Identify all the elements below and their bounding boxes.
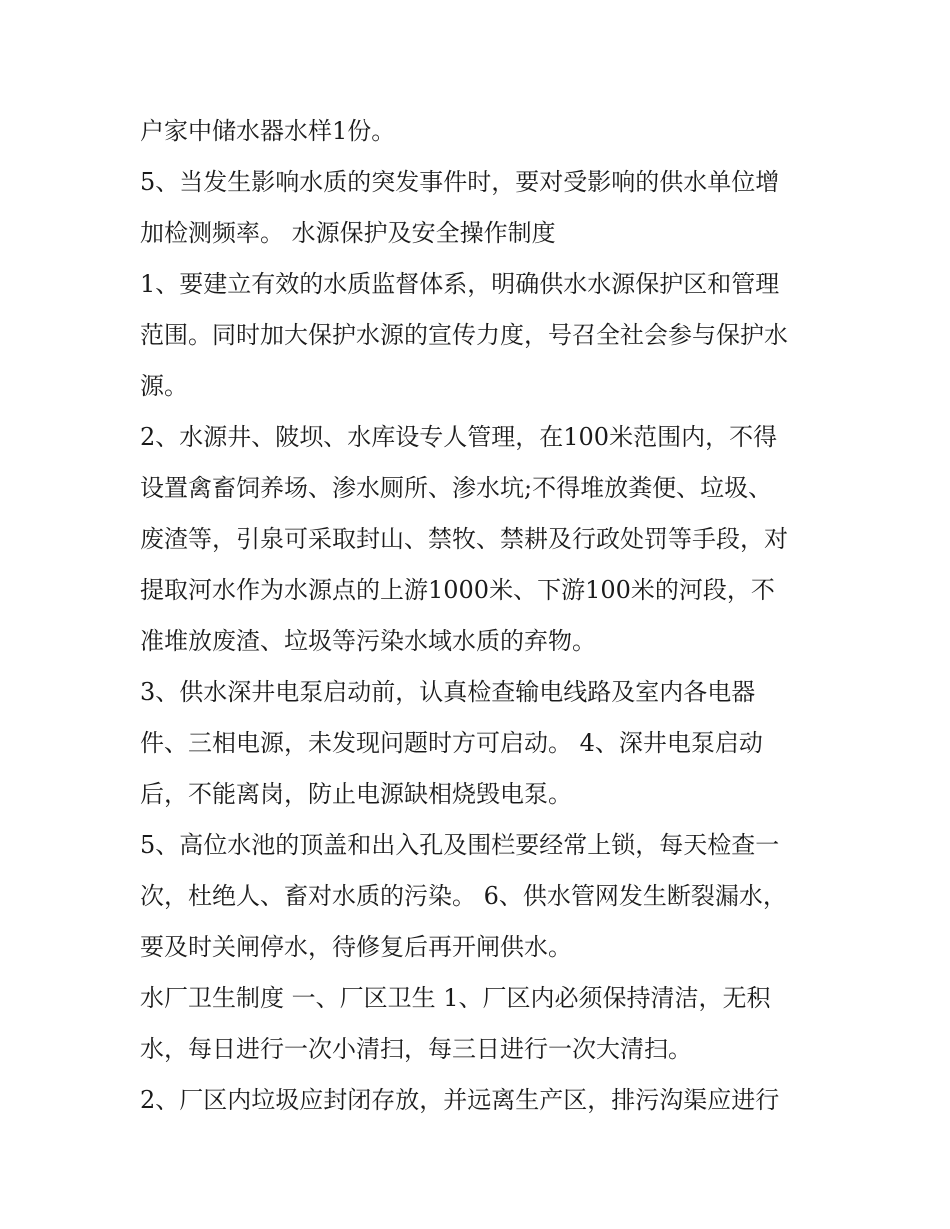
text-line: 5、高位水池的顶盖和出入孔及围栏要经常上锁，每天检查一	[140, 831, 780, 859]
text-line: 水厂卫生制度 一、厂区卫生 1、厂区内必须保持清洁，无积	[140, 984, 771, 1012]
text-line: 5、当发生影响水质的突发事件时，要对受影响的供水单位增	[140, 168, 780, 196]
text-line: 加检测频率。 水源保护及安全操作制度	[140, 219, 556, 247]
text-line: 提取河水作为水源点的上游1000米、下游100米的河段，不	[140, 576, 775, 604]
text-line: 范围。同时加大保护水源的宣传力度，号召全社会参与保护水	[140, 321, 788, 349]
text-line: 2、厂区内垃圾应封闭存放，并远离生产区，排污沟渠应进行	[140, 1086, 780, 1114]
text-line: 废渣等，引泉可采取封山、禁牧、禁耕及行政处罚等手段，对	[140, 525, 788, 553]
text-line: 水，每日进行一次小清扫，每三日进行一次大清扫。	[140, 1035, 692, 1063]
text-line: 件、三相电源，未发现问题时方可启动。 4、深井电泵启动	[140, 729, 763, 757]
text-line: 要及时关闸停水，待修复后再开闸供水。	[140, 933, 572, 961]
text-line: 设置禽畜饲养场、渗水厕所、渗水坑;不得堆放粪便、垃圾、	[140, 474, 773, 502]
text-line: 次，杜绝人、畜对水质的污染。 6、供水管网发生断裂漏水，	[140, 882, 787, 910]
text-line: 后，不能离岗，防止电源缺相烧毁电泵。	[140, 780, 572, 808]
text-line: 1、要建立有效的水质监督体系，明确供水水源保护区和管理	[140, 270, 780, 298]
text-line: 户家中储水器水样1份。	[140, 117, 396, 145]
text-line: 3、供水深井电泵启动前，认真检查输电线路及室内各电器	[140, 678, 756, 706]
text-line: 准堆放废渣、垃圾等污染水域水质的弃物。	[140, 627, 596, 655]
text-line: 源。	[140, 372, 188, 400]
text-line: 2、水源井、陂坝、水库设专人管理，在100米范围内，不得	[140, 423, 778, 451]
document-body	[140, 106, 830, 1126]
